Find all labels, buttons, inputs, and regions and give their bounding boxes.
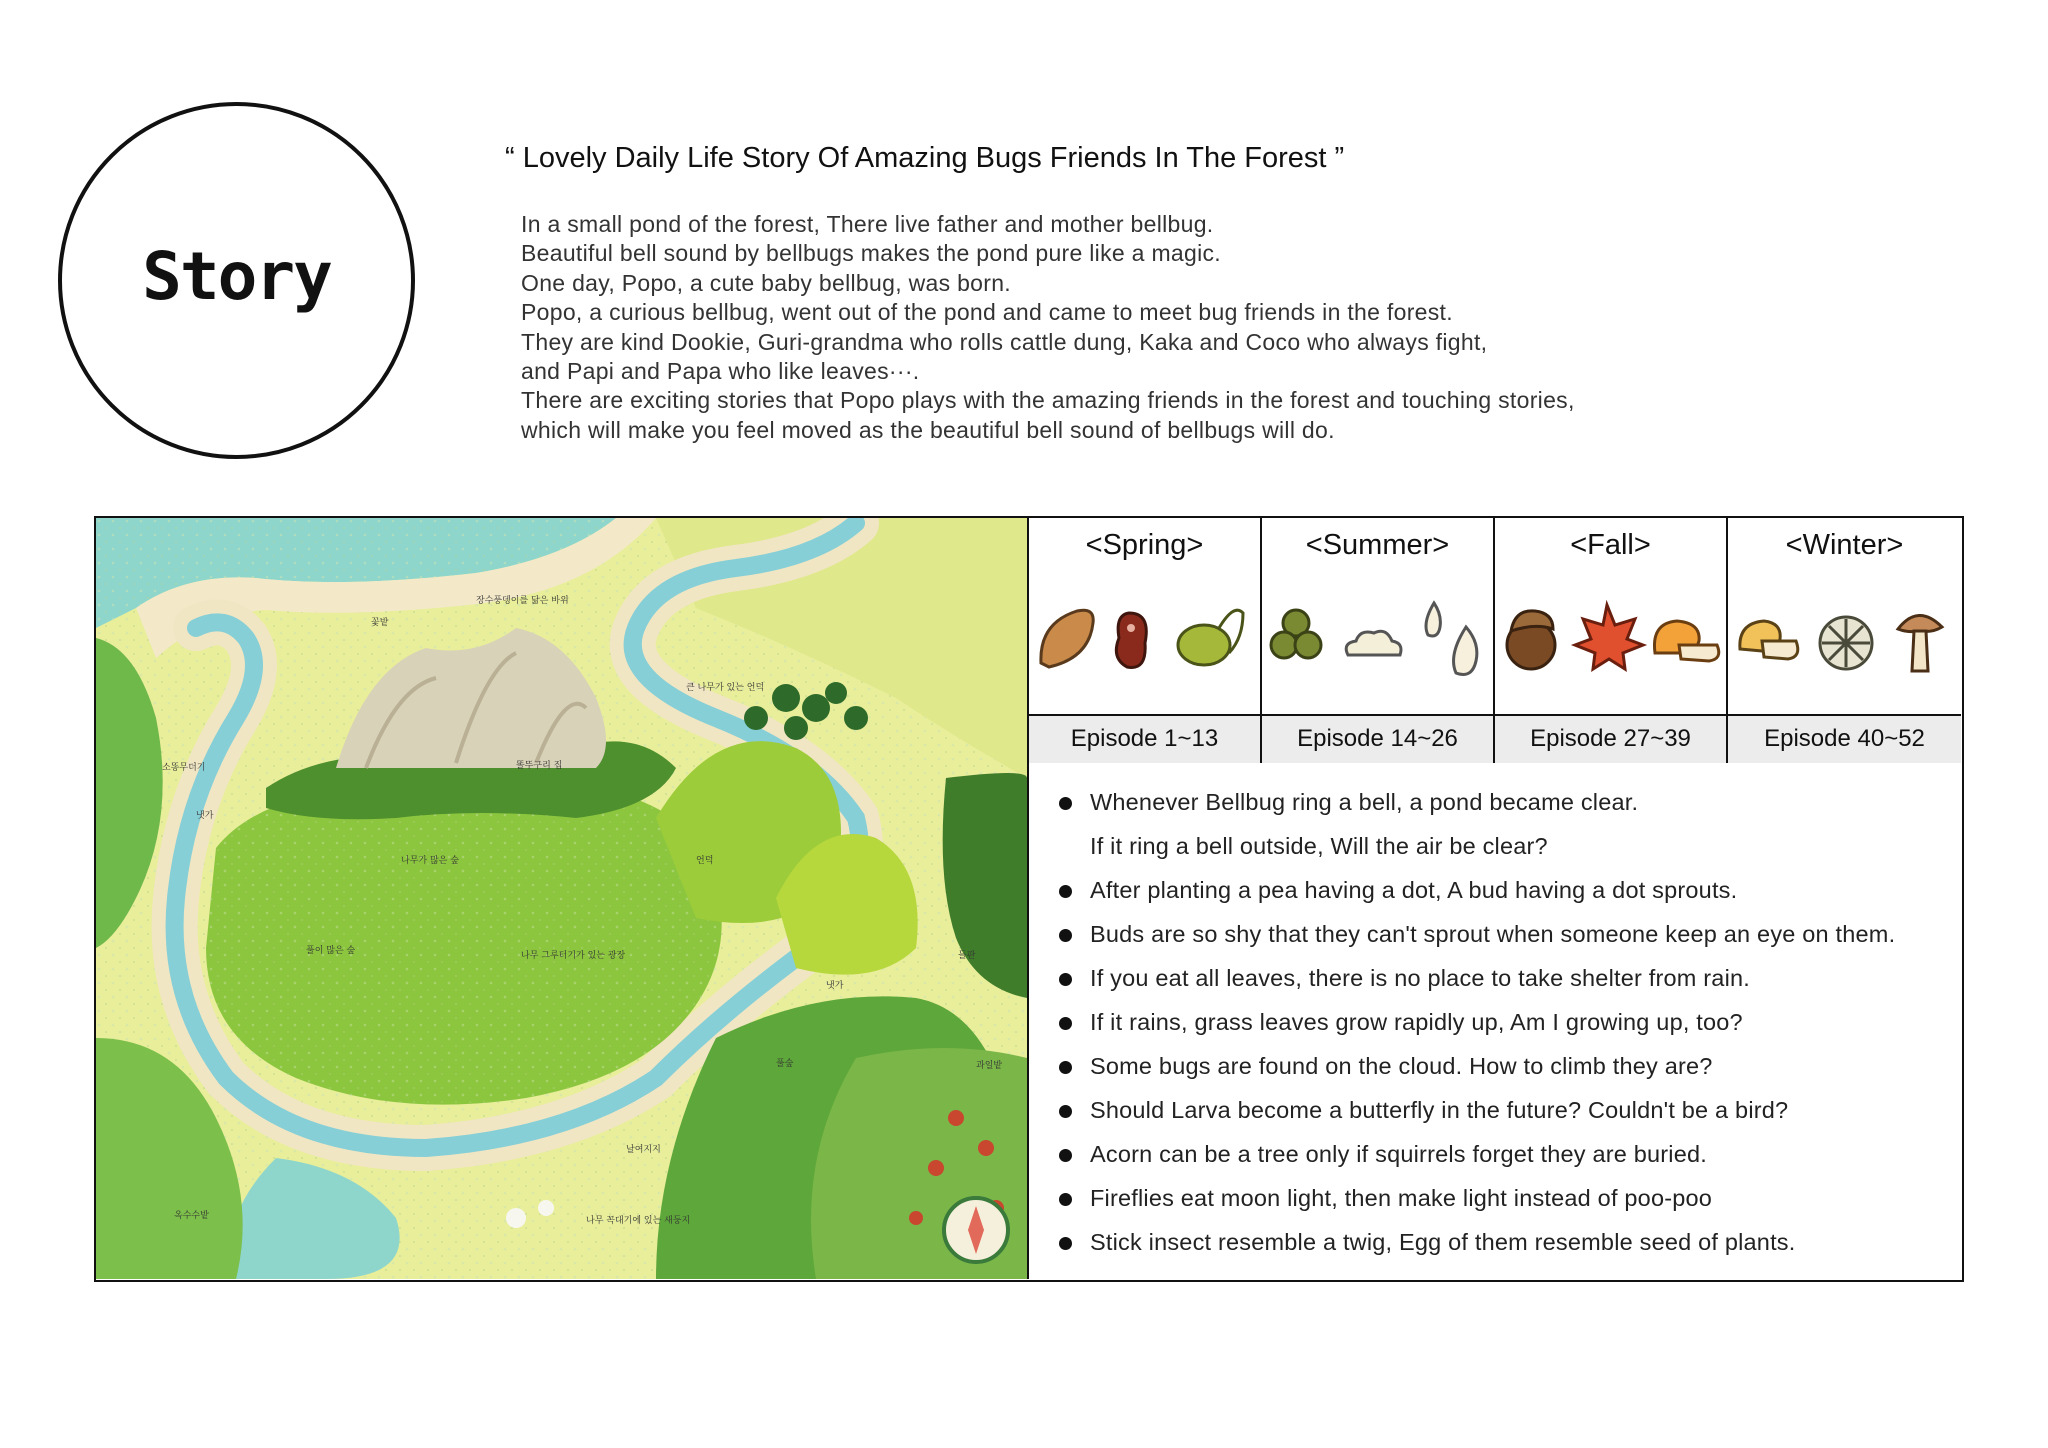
forest-map bbox=[96, 518, 1029, 1279]
clover-icon bbox=[1271, 610, 1321, 658]
synopsis-line: and Papi and Papa who like leaves···. bbox=[521, 358, 920, 385]
sprouting-seed-icon bbox=[1178, 610, 1243, 665]
list-item: Whenever Bellbug ring a bell, a pond became clear. bbox=[1029, 780, 1959, 824]
list-item: If it ring a bell outside, Will the air be clear? bbox=[1090, 833, 1548, 859]
list-item: After planting a pea having a dot, A bud having a dot sprouts. bbox=[1029, 868, 1959, 912]
list-item: If it rains, grass leaves grow rapidly up, Am I growing up, too? bbox=[1029, 1000, 1959, 1044]
map-label: 들판 bbox=[958, 951, 976, 961]
episode-range: Episode 40~52 bbox=[1728, 714, 1961, 763]
synopsis-line: One day, Popo, a cute baby bellbug, was born. bbox=[521, 269, 1011, 296]
map-label: 풀숲 bbox=[776, 1059, 794, 1069]
map-label: 냇가 bbox=[826, 981, 844, 991]
synopsis-line: which will make you feel moved as the beautiful bell sound of bellbugs will do. bbox=[521, 416, 1335, 443]
episode-range: Episode 1~13 bbox=[1029, 714, 1260, 763]
list-item: Acorn can be a tree only if squirrels forget they are buried. bbox=[1029, 1132, 1959, 1176]
season-icons bbox=[1495, 583, 1726, 683]
map-label: 과일밭 bbox=[976, 1061, 1003, 1071]
list-item: Should Larva become a butterfly in the future? Couldn't be a bird? bbox=[1029, 1088, 1959, 1132]
bullet-icon bbox=[1059, 1149, 1072, 1162]
cloud-icon bbox=[1346, 631, 1401, 655]
map-label: 나무 꼭대기에 있는 새둥지 bbox=[586, 1216, 691, 1226]
bullet-icon bbox=[1059, 885, 1072, 898]
bullet-icon bbox=[1059, 1193, 1072, 1206]
synopsis-line: Popo, a curious bellbug, went out of the pond and came to meet bug friends in the forest. bbox=[521, 299, 1453, 326]
map-label: 나무 그루터기가 있는 광장 bbox=[521, 951, 626, 961]
bullet-icon bbox=[1059, 1017, 1072, 1030]
season-fall bbox=[1495, 518, 1728, 761]
list-item: Fireflies eat moon light, then make light instead of poo-poo bbox=[1029, 1176, 1959, 1220]
map-label: 풀이 많은 숲 bbox=[306, 946, 356, 956]
map-label: 언덕 bbox=[696, 856, 714, 866]
season-summer bbox=[1262, 518, 1495, 761]
season-spring bbox=[1029, 518, 1262, 761]
season-name: <Summer> bbox=[1305, 529, 1450, 561]
bullet-icon bbox=[1059, 929, 1072, 942]
mushroom-icon bbox=[1740, 621, 1798, 659]
season-winter bbox=[1728, 518, 1961, 761]
list-item: Stick insect resemble a twig, Egg of them resemble seed of plants. bbox=[1029, 1220, 1959, 1264]
season-icons bbox=[1262, 583, 1493, 683]
map-label: 꽃밭 bbox=[371, 618, 389, 628]
info-panel bbox=[94, 516, 1964, 1282]
raindrop-icon bbox=[1426, 603, 1477, 675]
map-label: 똘뚜구리 집 bbox=[516, 761, 563, 771]
story-badge bbox=[58, 102, 415, 459]
episode-range: Episode 27~39 bbox=[1495, 714, 1726, 763]
episode-highlights bbox=[1029, 780, 1959, 1264]
season-name: <Fall> bbox=[1570, 529, 1651, 561]
synopsis-line: They are kind Dookie, Guri-grandma who rolls cattle dung, Kaka and Coco who always fight, bbox=[521, 328, 1488, 355]
map-label: 날여지지 bbox=[626, 1145, 661, 1155]
synopsis-line: Beautiful bell sound by bellbugs makes the pond pure like a magic. bbox=[521, 240, 1221, 267]
list-item: If you eat all leaves, there is no place to take shelter from rain. bbox=[1029, 956, 1959, 1000]
bullet-icon bbox=[1059, 973, 1072, 986]
episode-range: Episode 14~26 bbox=[1262, 714, 1493, 763]
season-icons bbox=[1728, 583, 1961, 683]
season-name: <Winter> bbox=[1785, 529, 1904, 561]
bullet-icon bbox=[1059, 1061, 1072, 1074]
almond-icon bbox=[1041, 610, 1093, 667]
snowflake-icon bbox=[1820, 617, 1872, 669]
bullet-icon bbox=[1059, 797, 1072, 810]
bean-icon bbox=[1116, 613, 1146, 668]
map-label: 장수풍뎅이를 닮은 바위 bbox=[476, 596, 569, 606]
season-icons bbox=[1029, 583, 1260, 683]
bullet-icon bbox=[1059, 1105, 1072, 1118]
list-item: Buds are so shy that they can't sprout when someone keep an eye on them. bbox=[1029, 912, 1959, 956]
map-label: 옥수수밭 bbox=[174, 1211, 209, 1221]
map-label: 소똥무더기 bbox=[162, 763, 206, 773]
seasons-table bbox=[1029, 518, 1961, 763]
mushroom-icon bbox=[1654, 621, 1718, 661]
map-label: 냇가 bbox=[196, 811, 214, 821]
synopsis bbox=[521, 210, 1721, 445]
bullet-icon bbox=[1059, 1237, 1072, 1250]
forest-map-illustration bbox=[96, 518, 1027, 1279]
synopsis-line: In a small pond of the forest, There live father and mother bellbug. bbox=[521, 211, 1214, 237]
list-item: Some bugs are found on the cloud. How to climb they are? bbox=[1029, 1044, 1959, 1088]
synopsis-line: There are exciting stories that Popo plays with the amazing friends in the forest and touching stories, bbox=[521, 387, 1575, 414]
mushroom-icon bbox=[1898, 615, 1942, 671]
acorn-icon bbox=[1507, 611, 1555, 669]
tagline: “ Lovely Daily Life Story Of Amazing Bugs Friends In The Forest ” bbox=[505, 142, 1345, 174]
season-name: <Spring> bbox=[1085, 529, 1204, 561]
story-title: Story bbox=[142, 238, 331, 315]
map-label: 나무가 많은 숲 bbox=[401, 856, 459, 866]
map-label: 큰 나무가 있는 언덕 bbox=[686, 683, 765, 693]
maple-leaf-icon bbox=[1575, 605, 1643, 669]
